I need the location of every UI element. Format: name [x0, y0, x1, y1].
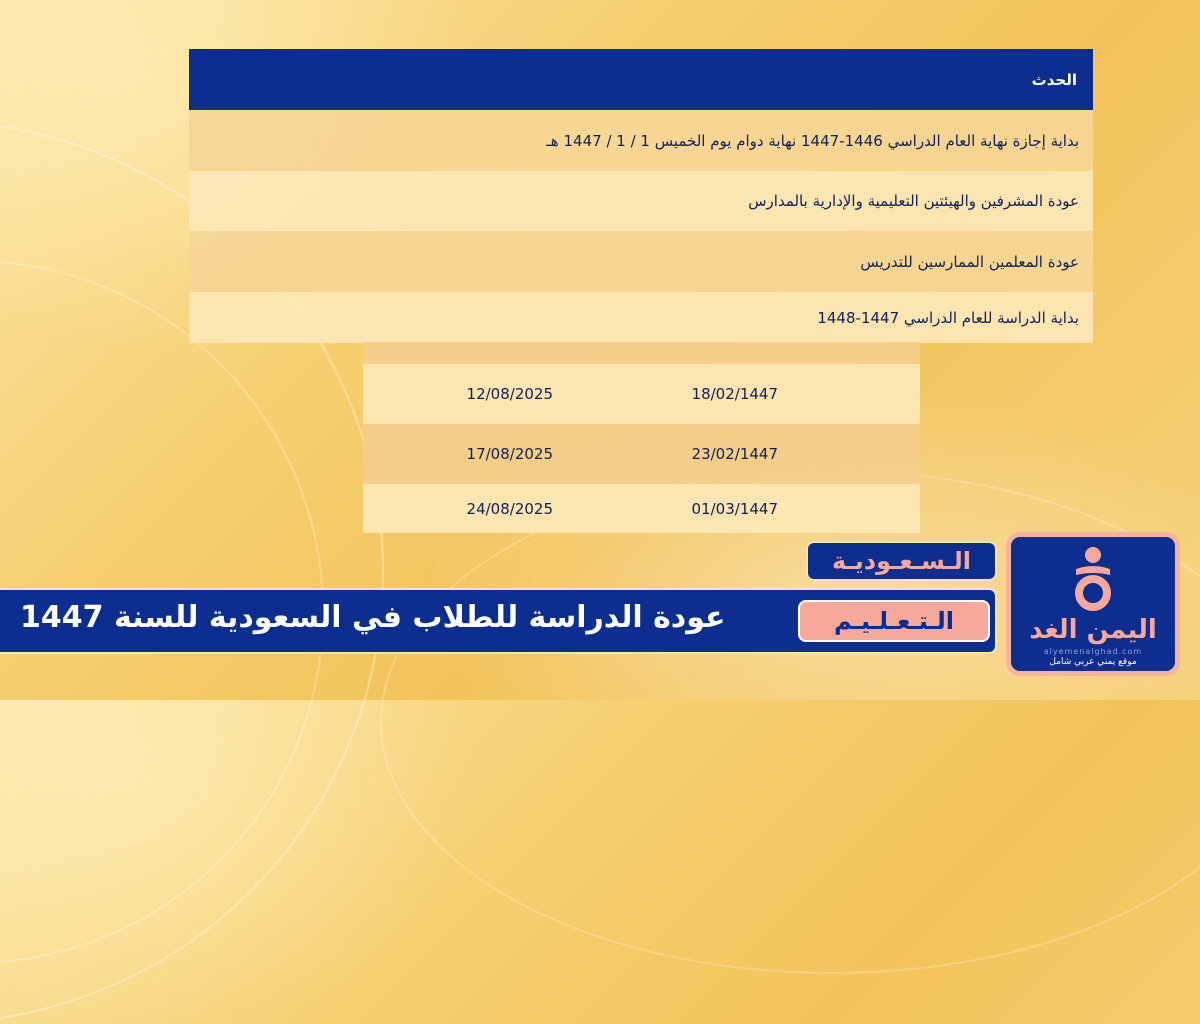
event-text: بداية الدراسة للعام الدراسي 1447-1448	[817, 308, 1079, 327]
event-text: عودة المشرفين والهيئتين التعليمية والإدارية بالمدارس	[748, 192, 1079, 210]
hijri-date: 23/02/1447	[691, 445, 778, 463]
table-row	[189, 171, 1093, 231]
tag-label: الـتـعـلـيـم	[833, 607, 954, 635]
table-row	[363, 424, 920, 484]
category-tag-education	[798, 600, 990, 642]
events-table-header	[189, 49, 1093, 110]
banner-title: عودة الدراسة للطلاب في السعودية للسنة 1447	[20, 600, 726, 635]
tag-label: الـسـعـوديـة	[832, 547, 971, 575]
logo-slogan: موقع يمني عربي شامل	[1049, 657, 1137, 667]
events-table	[189, 49, 1093, 343]
hijri-date: 18/02/1447	[691, 385, 778, 403]
table-row	[189, 231, 1093, 292]
event-text: بداية إجازة نهاية العام الدراسي 1446-1447 نهاية دوام يوم الخميس 1 / 1 / 1447 هـ	[546, 131, 1079, 150]
dates-table	[363, 342, 920, 533]
table-row	[189, 110, 1093, 171]
category-tag-saudi	[806, 541, 997, 581]
table-row	[363, 364, 920, 424]
event-text: عودة المعلمين الممارسين للتدريس	[860, 252, 1079, 271]
gregorian-date: 24/08/2025	[466, 499, 553, 518]
logo-domain: alyemenalghad.com	[1043, 647, 1143, 656]
site-logo	[1006, 532, 1180, 676]
events-header-label: الحدث	[1031, 70, 1077, 89]
logo-brand-name: اليمن الغد	[1029, 615, 1157, 645]
gregorian-date: 17/08/2025	[466, 445, 553, 463]
logo-person-icon	[1066, 545, 1120, 613]
gregorian-date: 12/08/2025	[466, 385, 553, 403]
table-row	[189, 292, 1093, 343]
hijri-date: 01/03/1447	[691, 499, 778, 518]
dates-table-top-strip	[363, 342, 920, 364]
table-row	[363, 484, 920, 533]
